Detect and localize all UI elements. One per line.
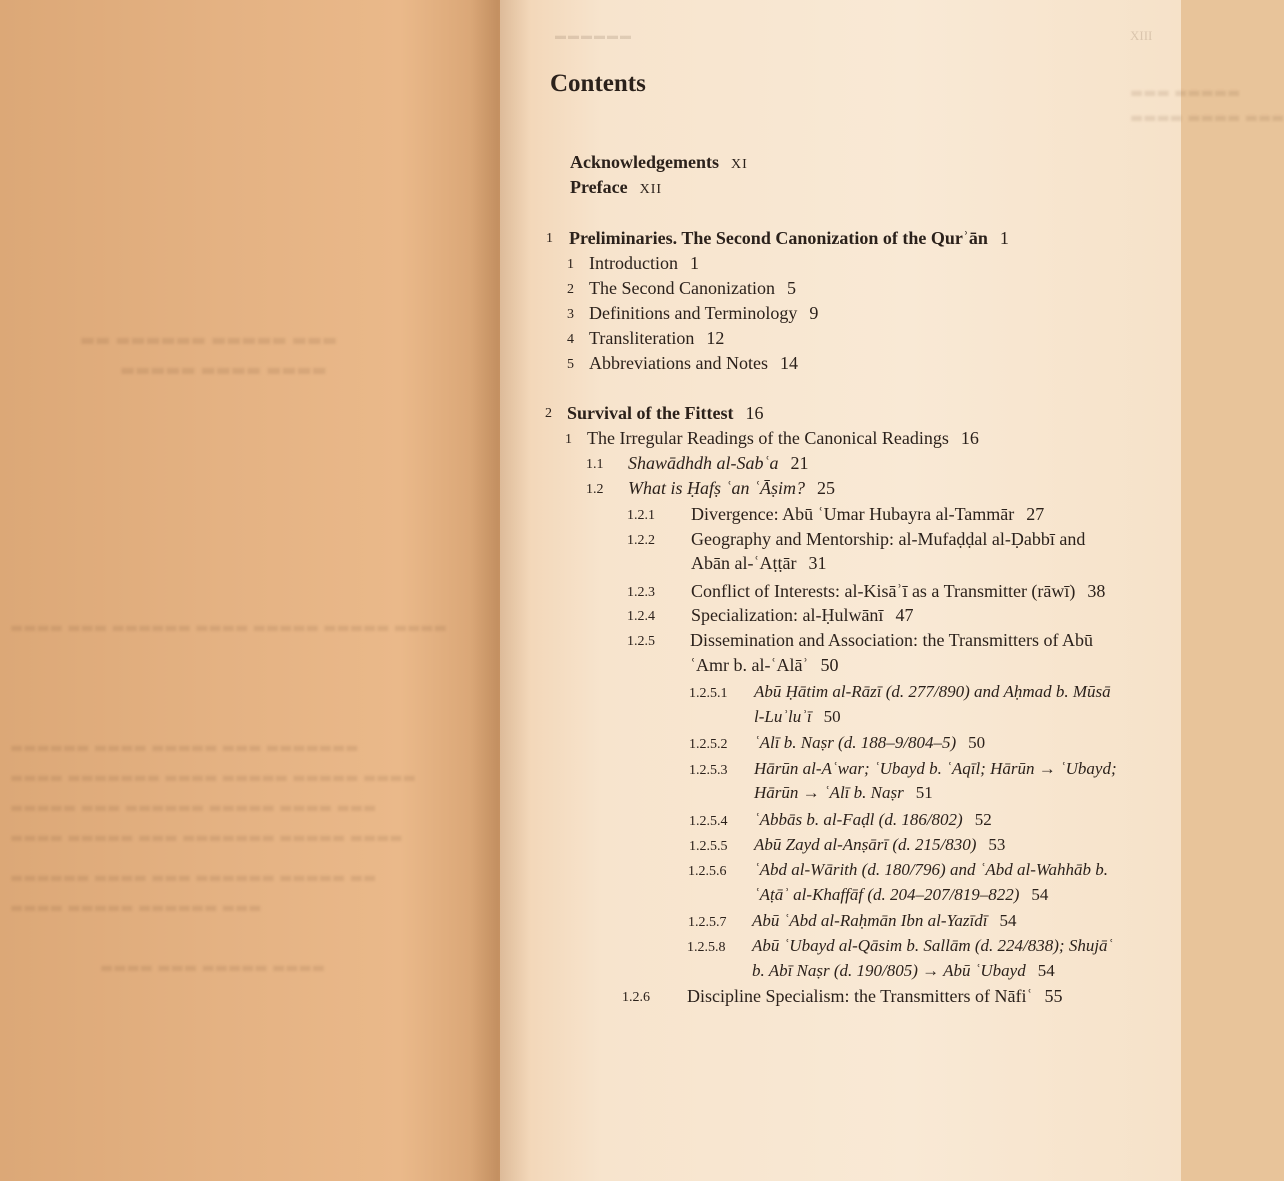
subsubsection-number: 1.2.1 bbox=[627, 508, 655, 523]
level4-number: 1.2.5.6 bbox=[688, 864, 727, 879]
toc-page: 47 bbox=[895, 605, 914, 625]
show-through-text: ▬▬▬▬ ▬▬▬ ▬▬▬▬▬▬ ▬▬▬▬ ▬▬▬▬▬ ▬▬▬▬▬ ▬▬▬▬ bbox=[10, 620, 447, 636]
chapter-number: 2 bbox=[545, 406, 552, 421]
toc-title: Dissemination and Association: the Transmitters of Abū bbox=[690, 630, 1093, 650]
level4-number: 1.2.5.8 bbox=[687, 940, 726, 955]
show-through-text: ▬▬▬ ▬▬▬▬▬ bbox=[1130, 85, 1241, 101]
show-through-text: ▬▬▬▬▬▬ ▬▬▬▬ ▬▬▬ ▬▬▬▬▬▬ ▬▬▬▬▬ ▬▬ bbox=[10, 870, 377, 886]
toc-title: Preliminaries. The Second Canonization of the Qurʾān bbox=[569, 228, 988, 248]
show-through-text: ▬▬▬▬▬ ▬▬▬▬ ▬▬▬▬ bbox=[120, 360, 327, 379]
toc-title: Hārūn al-Aʿwar; ʿUbayd b. ʿAqīl; Hārūn → ʿUbayd; bbox=[754, 759, 1117, 778]
subsection-number: 1.1 bbox=[586, 457, 604, 472]
chapter-number: 1 bbox=[546, 231, 553, 246]
toc-title: Definitions and Terminology bbox=[589, 303, 798, 323]
toc-page: 31 bbox=[808, 553, 827, 573]
running-head: ▬▬▬▬▬▬ bbox=[555, 30, 633, 42]
left-page bbox=[0, 0, 500, 1181]
toc-page: 54 bbox=[1031, 885, 1049, 904]
toc-entry-level4 bbox=[754, 682, 1111, 702]
toc-entry-acknowledgements bbox=[570, 152, 748, 173]
toc-page: XII bbox=[639, 182, 663, 197]
section-number: 1 bbox=[567, 257, 574, 272]
toc-title: Abān al-ʿAṭṭār bbox=[691, 553, 797, 573]
toc-entry-continuation bbox=[752, 961, 1055, 981]
toc-page: 16 bbox=[745, 403, 764, 423]
section-number: 2 bbox=[567, 282, 574, 297]
toc-title: b. Abī Naṣr (d. 190/805) → Abū ʿUbayd bbox=[752, 961, 1026, 980]
level4-number: 1.2.5.4 bbox=[689, 814, 728, 829]
toc-title: Discipline Specialism: the Transmitters of Nāfiʿ bbox=[687, 986, 1033, 1006]
toc-title: Transliteration bbox=[589, 328, 695, 348]
toc-entry-subsubsection bbox=[691, 504, 1044, 525]
toc-title: ʿAṭāʾ al-Khaffāf (d. 204–207/819–822) bbox=[754, 885, 1020, 904]
toc-title: Hārūn → ʿAlī b. Naṣr bbox=[754, 783, 904, 802]
toc-page: 9 bbox=[809, 303, 819, 323]
toc-entry-section bbox=[589, 278, 796, 299]
show-through-text: ▬▬▬▬ ▬▬▬▬▬▬▬ ▬▬▬▬ ▬▬▬▬▬ ▬▬▬▬▬ ▬▬▬▬ bbox=[10, 770, 416, 786]
toc-entry-level4 bbox=[752, 911, 1016, 931]
toc-page: XI bbox=[731, 157, 748, 172]
toc-entry-continuation bbox=[754, 707, 841, 727]
toc-entry-continuation bbox=[691, 553, 826, 574]
section-number: 4 bbox=[567, 332, 574, 347]
toc-page: 50 bbox=[820, 655, 839, 675]
toc-entry-level4 bbox=[754, 860, 1108, 880]
toc-title: Introduction bbox=[589, 253, 678, 273]
toc-title: Divergence: Abū ʿUmar Hubayra al-Tammār bbox=[691, 504, 1015, 524]
show-through-text: ▬▬ ▬▬▬▬▬▬ ▬▬▬▬▬ ▬▬▬ bbox=[80, 330, 338, 349]
subsubsection-number: 1.2.6 bbox=[622, 990, 650, 1005]
toc-entry-section bbox=[589, 253, 699, 274]
toc-entry-section bbox=[589, 353, 798, 374]
level4-number: 1.2.5.7 bbox=[688, 915, 727, 930]
toc-entry-subsection bbox=[628, 478, 835, 499]
toc-entry-continuation bbox=[754, 783, 933, 803]
show-through-text: ▬▬▬▬ ▬▬▬▬ ▬▬▬ bbox=[1130, 110, 1284, 126]
toc-page: 55 bbox=[1044, 986, 1063, 1006]
toc-page: 21 bbox=[790, 453, 809, 473]
toc-entry-section bbox=[587, 428, 979, 449]
book-gutter bbox=[470, 0, 530, 1181]
toc-title: Acknowledgements bbox=[570, 152, 719, 172]
toc-page: 52 bbox=[974, 810, 992, 829]
toc-entry-subsubsection bbox=[691, 581, 1105, 602]
toc-page: 1 bbox=[999, 228, 1009, 248]
toc-title: Abū ʿUbayd al-Qāsim b. Sallām (d. 224/838); Shujāʿ bbox=[752, 936, 1114, 955]
toc-page: 12 bbox=[706, 328, 725, 348]
toc-title: Geography and Mentorship: al-Mufaḍḍal al-Ḍabbī and bbox=[691, 529, 1086, 549]
show-through-text: ▬▬▬▬▬▬ ▬▬▬▬ ▬▬▬▬▬ ▬▬▬ ▬▬▬▬▬▬▬ bbox=[10, 740, 359, 756]
level4-number: 1.2.5.5 bbox=[689, 839, 728, 854]
toc-page: 50 bbox=[968, 733, 986, 752]
toc-title: l-Luʾluʾī bbox=[754, 707, 812, 726]
section-number: 1 bbox=[565, 432, 572, 447]
toc-entry-section bbox=[589, 303, 818, 324]
toc-entry-continuation bbox=[690, 655, 838, 676]
subsubsection-number: 1.2.3 bbox=[627, 585, 655, 600]
toc-entry-level4 bbox=[754, 759, 1117, 779]
toc-page: 14 bbox=[779, 353, 798, 373]
toc-page: 54 bbox=[1037, 961, 1055, 980]
show-through-text: ▬▬▬▬ ▬▬▬ ▬▬▬▬▬ ▬▬▬▬ bbox=[100, 960, 325, 976]
toc-title: Survival of the Fittest bbox=[567, 403, 734, 423]
toc-entry-continuation bbox=[754, 885, 1048, 905]
toc-title: ʿAlī b. Naṣr (d. 188–9/804–5) bbox=[754, 733, 957, 752]
toc-page: 53 bbox=[988, 835, 1006, 854]
level4-number: 1.2.5.2 bbox=[689, 737, 728, 752]
show-through-text: ▬▬▬▬ ▬▬▬▬▬ ▬▬▬ ▬▬▬▬▬▬▬ ▬▬▬▬▬ ▬▬▬▬ bbox=[10, 830, 403, 846]
show-through-text: ▬▬▬▬▬ ▬▬▬ ▬▬▬▬▬▬ ▬▬▬▬▬ ▬▬▬▬ ▬▬▬ bbox=[10, 800, 377, 816]
subsubsection-number: 1.2.2 bbox=[627, 533, 655, 548]
toc-title: The Irregular Readings of the Canonical Readings bbox=[587, 428, 949, 448]
toc-page: 38 bbox=[1087, 581, 1106, 601]
toc-page: 1 bbox=[689, 253, 699, 273]
toc-title: Abbreviations and Notes bbox=[589, 353, 768, 373]
page-number: XIII bbox=[1130, 28, 1153, 43]
toc-title: Abū ʿAbd al-Raḥmān Ibn al-Yazīdī bbox=[752, 911, 988, 930]
toc-entry-level4 bbox=[752, 936, 1113, 956]
toc-page: 27 bbox=[1026, 504, 1045, 524]
toc-page: 25 bbox=[817, 478, 835, 498]
toc-title: ʿAbd al-Wārith (d. 180/796) and ʿAbd al-Wahhāb b. bbox=[754, 860, 1108, 879]
toc-title: What is Ḥafṣ ʿan ʿĀṣim? bbox=[628, 478, 805, 498]
toc-page: 51 bbox=[915, 783, 933, 802]
toc-entry-level4 bbox=[754, 733, 985, 753]
toc-entry-subsubsection bbox=[691, 605, 913, 626]
toc-entry-chapter bbox=[569, 228, 1009, 249]
section-number: 5 bbox=[567, 357, 574, 372]
toc-page: 50 bbox=[823, 707, 841, 726]
toc-entry-level4 bbox=[754, 810, 992, 830]
toc-title: Preface bbox=[570, 177, 628, 197]
toc-title: Abū Zayd al-Anṣārī (d. 215/830) bbox=[754, 835, 977, 854]
toc-title: The Second Canonization bbox=[589, 278, 775, 298]
toc-entry-chapter bbox=[567, 403, 763, 424]
toc-entry-subsubsection bbox=[690, 630, 1093, 651]
toc-title: ʿAmr b. al-ʿAlāʾ bbox=[690, 655, 809, 675]
toc-title: Conflict of Interests: al-Kisāʾī as a Transmitter (rāwī) bbox=[691, 581, 1076, 601]
toc-page: 16 bbox=[960, 428, 979, 448]
toc-entry-subsection bbox=[628, 453, 809, 474]
toc-entry-preface bbox=[570, 177, 662, 198]
toc-title: ʿAbbās b. al-Faḍl (d. 186/802) bbox=[754, 810, 963, 829]
show-through-text: ▬▬▬▬ ▬▬▬▬▬ ▬▬▬▬▬▬ ▬▬▬ bbox=[10, 900, 262, 916]
page-title: Contents bbox=[550, 70, 646, 97]
subsubsection-number: 1.2.4 bbox=[627, 609, 655, 624]
subsubsection-number: 1.2.5 bbox=[627, 634, 655, 649]
toc-entry-subsubsection bbox=[687, 986, 1062, 1007]
toc-entry-section bbox=[589, 328, 724, 349]
subsection-number: 1.2 bbox=[586, 482, 604, 497]
toc-title: Specialization: al-Ḥulwānī bbox=[691, 605, 884, 625]
toc-entry-level4 bbox=[754, 835, 1005, 855]
toc-page: 5 bbox=[786, 278, 796, 298]
section-number: 3 bbox=[567, 307, 574, 322]
toc-title: Abū Ḥātim al-Rāzī (d. 277/890) and Aḥmad b. Mūsā bbox=[754, 682, 1111, 701]
toc-title: Shawādhdh al-Sabʿa bbox=[628, 453, 779, 473]
level4-number: 1.2.5.3 bbox=[689, 763, 728, 778]
level4-number: 1.2.5.1 bbox=[689, 686, 728, 701]
toc-page: 54 bbox=[999, 911, 1017, 930]
toc-entry-subsubsection bbox=[691, 529, 1085, 550]
